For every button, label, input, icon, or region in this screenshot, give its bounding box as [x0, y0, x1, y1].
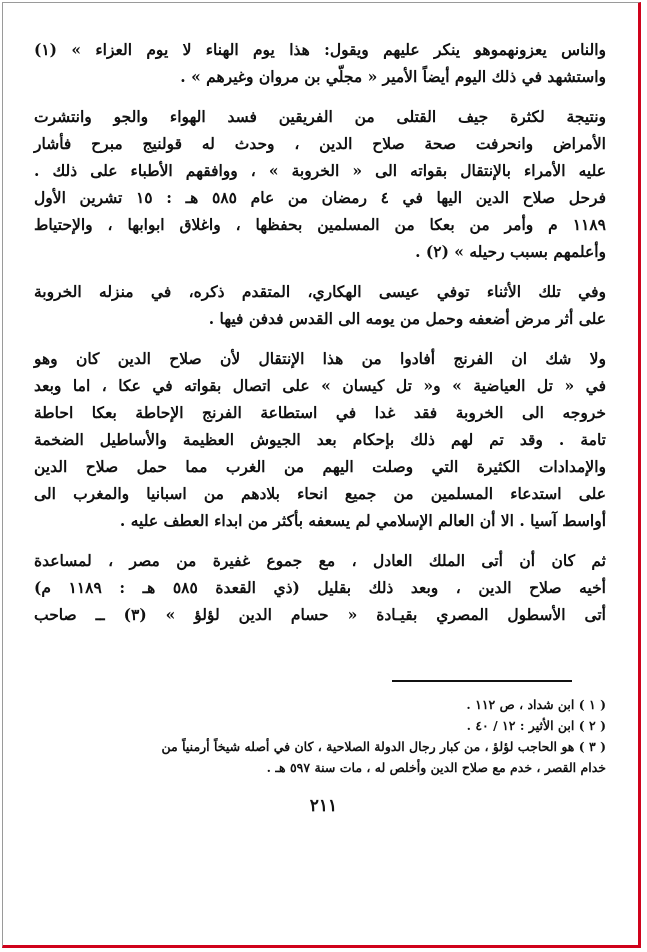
- footnote: ( ١ ) ابن شداد ، ص ١١٢ .: [466, 697, 606, 712]
- text-line: تامة . وقد تم لهم ذلك بإحكام بعد الجيوش العظيمة والأساطيل الضخمة: [34, 430, 606, 449]
- text-line: في « تل العياضية » و« تل كيسان » على اتصال بقواته في عكا ، اما وبعد: [34, 376, 606, 395]
- text-line: أواسط آسيا . الا أن العالم الإسلامي لم يسعفه بأكثر من ابداء العطف عليه .: [119, 511, 606, 530]
- text-line: وفي تلك الأثناء توفي عيسى الهكاري، المتقدم ذكره، في منزله الخروبة: [34, 282, 606, 301]
- footnotes: [34, 694, 606, 778]
- text-line: الأمراض وانحرفت صحة صلاح الدين ، وحدث له قولنيج مبرح فأشار: [34, 134, 606, 153]
- text-line: ١١٨٩ م وأمر من بعكا من المسلمين بحفظها ، واغلاق ابوابها ، والإحتياط: [34, 215, 606, 234]
- paragraph: [34, 36, 606, 90]
- paragraph: [34, 345, 606, 534]
- text-line: وأعلمهم بسبب رحيله » (٢) .: [415, 242, 606, 261]
- text-line: ثم كان أن أتى الملك العادل ، مع جموع غفيرة من مصر ، لمساعدة: [34, 551, 606, 570]
- paragraph: [34, 103, 606, 265]
- text-line: والإمدادات الكثيرة التي وصلت اليهم من الغرب مما حمل صلاح الدين: [34, 457, 606, 476]
- text-line: على استدعاء المسلمين من جميع انحاء بلادهم من اسبانيا والمغرب الى: [34, 484, 606, 503]
- text-line: ونتيجة لكثرة جيف القتلى من الفريقين فسد الهواء والجو وانتشرت: [34, 107, 606, 126]
- text-line: والناس يعزونهموهو ينكر عليهم ويقول: هذا يوم الهناء لا يوم العزاء » (١): [34, 40, 606, 59]
- footnote: خدام القصر ، خدم مع صلاح الدين وأخلص له ، مات سنة ٥٩٧ هـ .: [266, 760, 606, 775]
- text-line: فرحل صلاح الدين اليها في ٤ رمضان من عام ٥٨٥ هـ : ١٥ تشرين الأول: [34, 188, 606, 207]
- body-text: [34, 36, 606, 628]
- footnote-separator: [392, 680, 572, 682]
- paragraph: [34, 278, 606, 332]
- page-number: ٢١١: [309, 796, 338, 816]
- footnote: ( ٢ ) ابن الأثير : ١٢ / ٤٠ .: [466, 718, 606, 733]
- text-line: خروجه الى الخروبة فقد غدا في استطاعة الفرنج الإحاطة بعكا احاطة: [34, 403, 606, 422]
- text-line: عليه الأمراء بالإنتقال بقواته الى « الخروبة » ، ووافقهم الأطباء على ذلك .: [34, 161, 606, 180]
- text-line: ولا شك ان الفرنج أفادوا من هذا الإنتقال لأن صلاح الدين كان وهو: [34, 349, 606, 368]
- paragraph: [34, 547, 606, 628]
- text-line: أخيه صلاح الدين ، وبعد ذلك بقليل (ذي القعدة ٥٨٥ هـ : ١١٨٩ م): [34, 578, 606, 597]
- text-line: على أثر مرض أضعفه وحمل من يومه الى القدس فدفن فيها .: [208, 309, 606, 328]
- footnote: ( ٣ ) هو الحاجب لؤلؤ ، من كبار رجال الدولة الصلاحية ، كان في أصله شيخاً أرمنياً من: [161, 739, 606, 754]
- text-line: واستشهد في ذلك اليوم أيضاً الأمير « مجلّي بن مروان وغيرهم » .: [180, 67, 606, 86]
- text-line: أتى الأسطول المصري بقيـادة « حسام الدين لؤلؤ » (٣) ــ صاحب: [34, 605, 606, 624]
